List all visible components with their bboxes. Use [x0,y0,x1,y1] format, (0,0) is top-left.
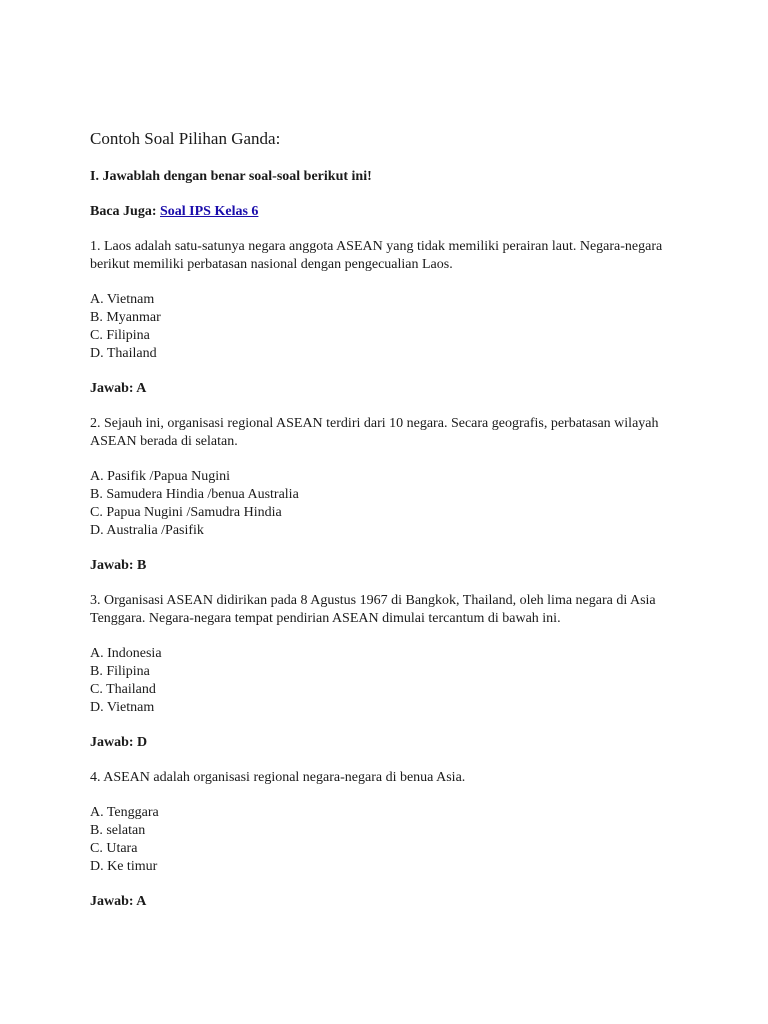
option-item: A. Tenggara [90,805,159,820]
option-item: C. Filipina [90,328,150,343]
question-text: 2. Sejauh ini, organisasi regional ASEAN terdiri dari 10 negara. Secara geografis, perbatasan wilayah ASEAN berada di selatan. [90,416,659,449]
options-list [90,645,690,717]
option-item: D. Thailand [90,346,157,361]
document-page [90,128,690,928]
option-item: C. Papua Nugini /Samudra Hindia [90,505,282,520]
question-text: 3. Organisasi ASEAN didirikan pada 8 Agustus 1967 di Bangkok, Thailand, oleh lima negara di Asia Tenggara. Negara-negara tempat pendirian ASEAN dimulai tercantum di bawah ini. [90,593,656,626]
answer-text: Jawab: A [90,381,147,396]
option-item: D. Australia /Pasifik [90,523,204,538]
option-item: D. Ke timur [90,859,158,874]
option-item: B. Filipina [90,664,150,679]
options-list [90,291,690,363]
option-item: B. Samudera Hindia /benua Australia [90,487,299,502]
option-item: D. Vietnam [90,700,155,715]
option-item: A. Pasifik /Papua Nugini [90,469,230,484]
baca-juga-line [90,203,690,221]
answer-text: Jawab: D [90,735,148,750]
baca-juga-label: Baca Juga: [90,204,157,219]
soal-ips-link[interactable]: Soal IPS Kelas 6 [160,204,259,219]
option-item: C. Utara [90,841,138,856]
option-item: C. Thailand [90,682,156,697]
option-item: B. Myanmar [90,310,161,325]
option-item: A. Vietnam [90,292,155,307]
answer-text: Jawab: A [90,894,147,909]
instruction-heading: I. Jawablah dengan benar soal-soal berikut ini! [90,169,372,184]
option-item: B. selatan [90,823,146,838]
options-list [90,804,690,876]
question-text: 4. ASEAN adalah organisasi regional negara-negara di benua Asia. [90,770,466,785]
answer-text: Jawab: B [90,558,147,573]
option-item: A. Indonesia [90,646,162,661]
options-list [90,468,690,540]
page-title: Contoh Soal Pilihan Ganda: [90,129,281,148]
question-text: 1. Laos adalah satu-satunya negara anggota ASEAN yang tidak memiliki perairan laut. Negara-negara berikut memiliki perbatasan nasional dengan pengecualian Laos. [90,239,663,272]
